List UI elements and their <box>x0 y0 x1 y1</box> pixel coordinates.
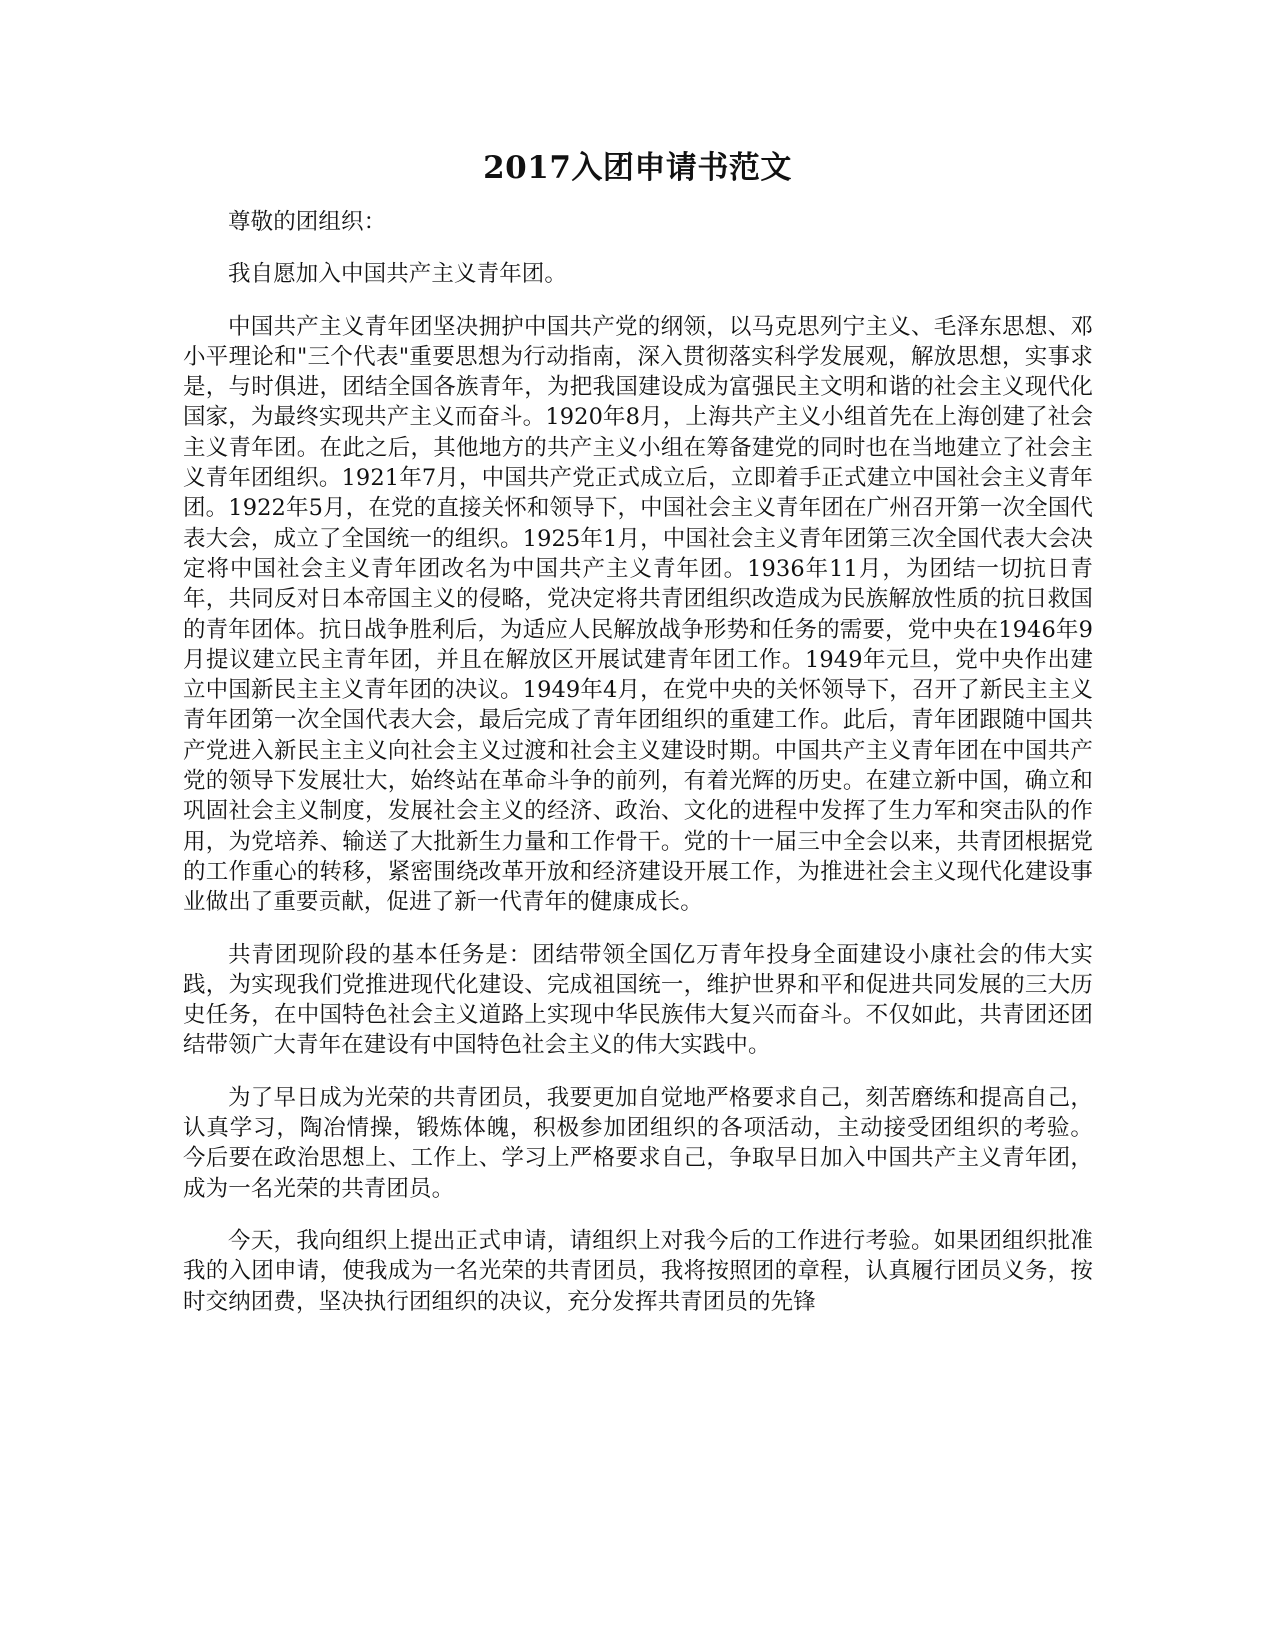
document-title: 2017入团申请书范文 <box>483 150 792 186</box>
tasks-paragraph: 共青团现阶段的基本任务是：团结带领全国亿万青年投身全面建设小康社会的伟大实践，为实现我们党推进现代化建设、完成祖国统一，维护世界和平和促进共同发展的三大历史任务，在中国特色社会主义道路上实现中华民族伟大复兴而奋斗。不仅如此，共青团还团结带领广大青年在建设有中国特色社会主义的伟大实践中。 <box>183 941 1093 1059</box>
intent-paragraph: 我自愿加入中国共产主义青年团。 <box>228 261 568 288</box>
commitment-paragraph: 为了早日成为光荣的共青团员，我要更加自觉地严格要求自己，刻苦磨练和提高自己，认真学习，陶冶情操，锻炼体魄，积极参加团组织的各项活动，主动接受团组织的考验。 今后要在政治思想上、工作上、学习上严格要求自己，争取早日加入中国共产主义青年团，成为一名光荣的共青团员。 <box>183 1084 1093 1202</box>
history-paragraph: 中国共产主义青年团坚决拥护中国共产党的纲领，以马克思列宁主义、毛泽东思想、邓小平理论和"三个代表"重要思想为行动指南，深入贯彻落实科学发展观，解放思想，实事求是，与时俱进，团结全国各族青年，为把我国建设成为富强民主文明和谐的社会主义现代化国家，为最终实现共产主义而奋斗。1920年8月，上海共产主义小组首先在上海创建了社会主义青年团。在此之后，其他地方的共产主义小组在筹备建党的同时也在当地建立了社会主义青年团组织。1921年7月，中国共产党正式成立后，立即着手正式建立中国社会主义青年团。1922年5月，在党的直接关怀和领导下，中国社会主义青年团在广州召开第一次全国代表大会，成立了全国统一的组织。1925年1月，中国社会主义青年团第三次全国代表大会决定将中国社会主义青年团改名为中国共产主义青年团。1936年11月，为团结一切抗日青年，共同反对日本帝国主义的侵略，党决定将共青团组织改造成为民族解放性质的抗日救国的青年团体。抗日战争胜利后，为适应人民解放战争形势和任务的需要，党中央在1946年9月提议建立民主青年团，并且在解放区开展试建青年团工作。1949年元旦，党中央作出建立中国新民主主义青年团的决议。1949年4月，在党中央的关怀领导下，召开了新民主主义青年团第一次全国代表大会，最后完成了青年团组织的重建工作。此后，青年团跟随中国共产党进入新民主主义向社会主义过渡和社会主义建设时期。中国共产主义青年团在中国共产党的领导下发展壮大，始终站在革命斗争的前列，有着光辉的历史。在建立新中国，确立和巩固社会主义制度，发展社会主义的经济、政治、文化的进程中发挥了生力军和突击队的作用，为党培养、输送了大批新生力量和工作骨干。党的十一届三中全会以来，共青团根据党的工作重心的转移，紧密围绕改革开放和经济建设开展工作，为推进社会主义现代化建设事业做出了重要贡献，促进了新一代青年的健康成长。 <box>183 313 1093 916</box>
application-paragraph: 今天，我向组织上提出正式申请，请组织上对我今后的工作进行考验。如果团组织批准我的入团申请，使我成为一名光荣的共青团员，我将按照团的章程，认真履行团员义务，按时交纳团费，坚决执行团组织的决议，充分发挥共青团员的先锋 <box>183 1227 1093 1315</box>
document-body <box>183 207 1093 1339</box>
salutation-paragraph: 尊敬的团组织： <box>228 209 387 235</box>
